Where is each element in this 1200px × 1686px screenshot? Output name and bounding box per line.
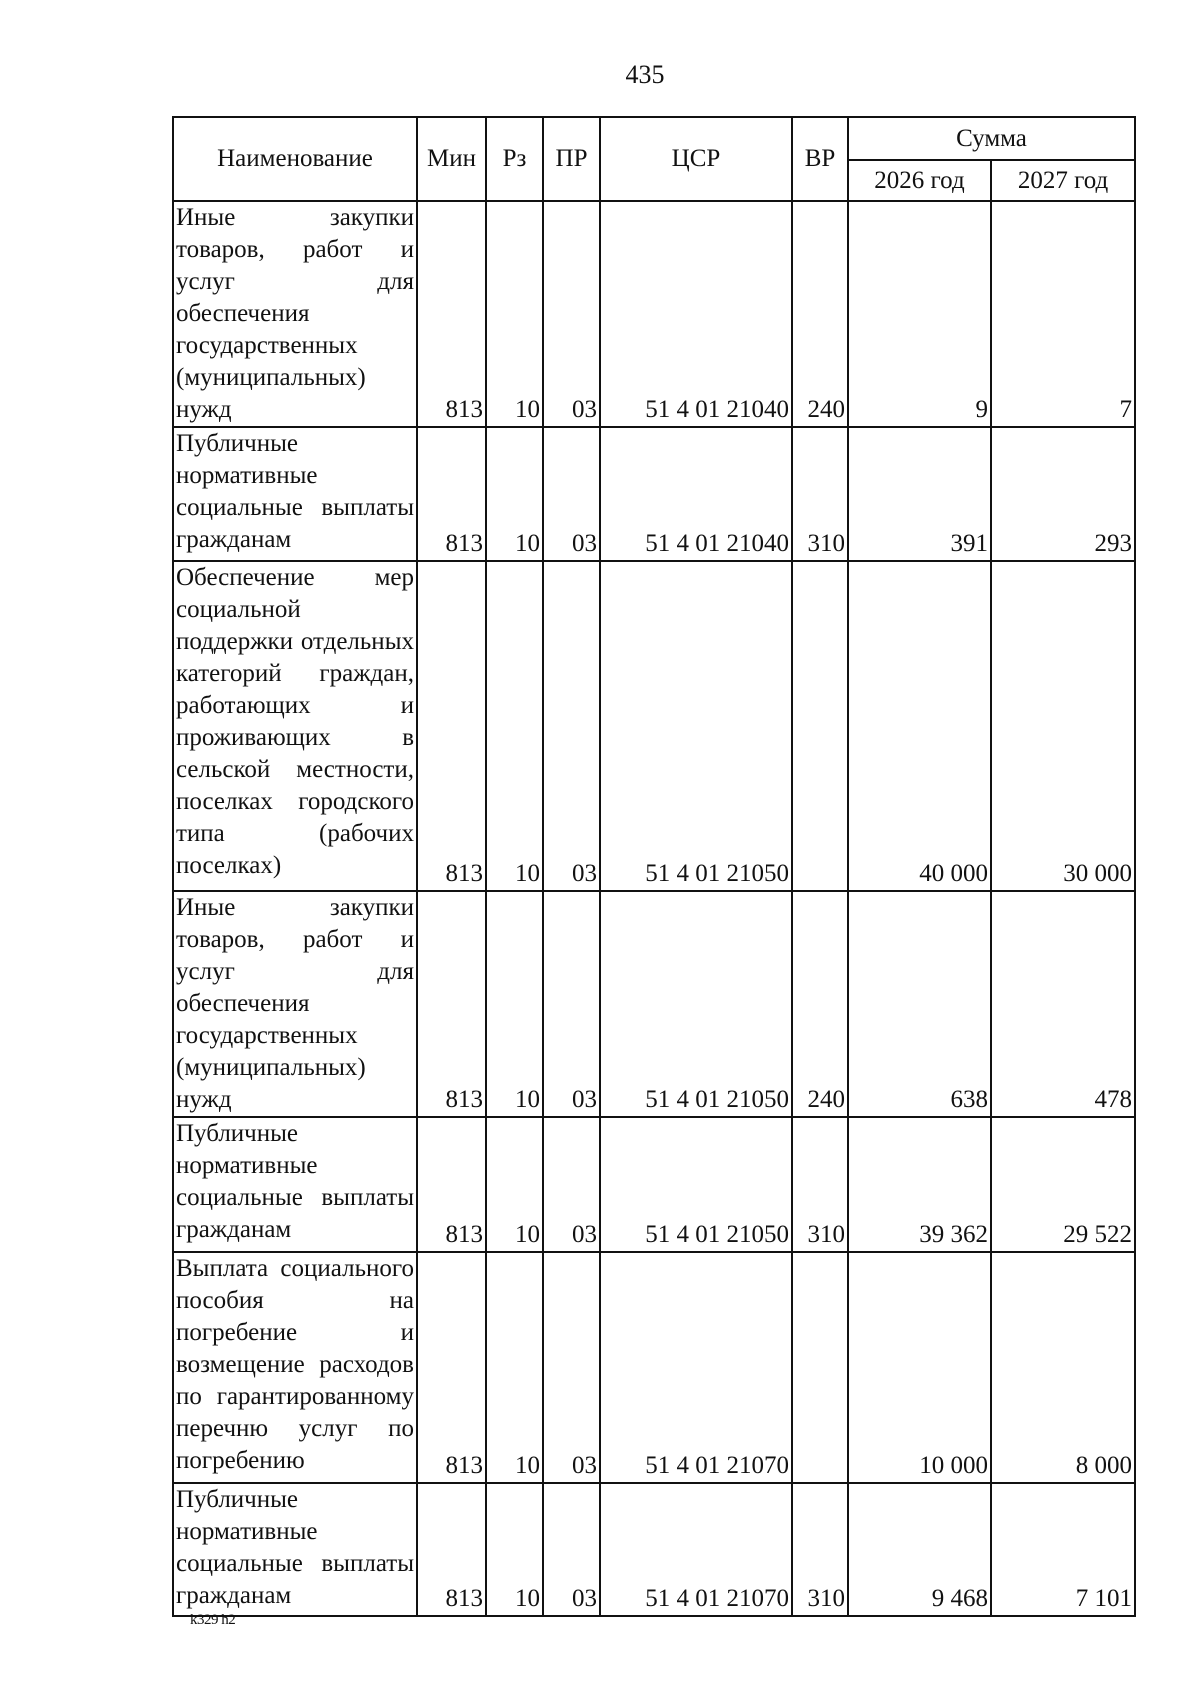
row-pr: 03 [543,1117,600,1252]
row-min: 813 [417,201,486,427]
row-rz: 10 [486,1483,543,1616]
row-vr [792,561,848,891]
header-name: Наименование [173,117,417,201]
header-vr: ВР [792,117,848,201]
row-sum-2026: 39 362 [848,1117,991,1252]
row-pr: 03 [543,891,600,1117]
row-min: 813 [417,427,486,561]
table-row [173,1252,1135,1483]
row-name: Иные закупки товаров, работ и услуг для обеспечения государственных (муниципальных) нужд [173,201,417,427]
row-sum-2026: 9 468 [848,1483,991,1616]
row-min: 813 [417,891,486,1117]
row-vr: 240 [792,201,848,427]
table-row [173,1483,1135,1616]
row-name: Иные закупки товаров, работ и услуг для обеспечения государственных (муниципальных) нужд [173,891,417,1117]
table-row [173,1117,1135,1252]
row-sum-2027: 8 000 [991,1252,1135,1483]
row-csr: 51 4 01 21050 [600,1117,792,1252]
row-csr: 51 4 01 21050 [600,561,792,891]
budget-table [172,116,1136,1617]
row-rz: 10 [486,1252,543,1483]
row-sum-2027: 30 000 [991,561,1135,891]
row-sum-2026: 40 000 [848,561,991,891]
row-min: 813 [417,1483,486,1616]
row-vr: 310 [792,1117,848,1252]
row-sum-2026: 9 [848,201,991,427]
row-sum-2026: 10 000 [848,1252,991,1483]
header-pr: ПР [543,117,600,201]
table-row [173,891,1135,1117]
row-min: 813 [417,1252,486,1483]
row-csr: 51 4 01 21070 [600,1252,792,1483]
row-csr: 51 4 01 21040 [600,201,792,427]
row-rz: 10 [486,201,543,427]
table-body [173,201,1135,1616]
row-rz: 10 [486,1117,543,1252]
table-row [173,427,1135,561]
header-rz: Рз [486,117,543,201]
table-row [173,561,1135,891]
row-vr [792,1252,848,1483]
row-pr: 03 [543,561,600,891]
row-pr: 03 [543,1483,600,1616]
row-vr: 240 [792,891,848,1117]
table-row [173,201,1135,427]
page-number: 435 [625,60,665,89]
row-pr: 03 [543,1252,600,1483]
row-name: Публичные нормативные социальные выплаты гражданам [173,1483,417,1616]
row-name: Обеспечение мер социальной поддержки отдельных категорий граждан, работающих и проживающих в сельской местности, поселках городского типа (рабочих поселках) [173,561,417,891]
row-vr: 310 [792,427,848,561]
header-min: Мин [417,117,486,201]
row-pr: 03 [543,201,600,427]
row-sum-2027: 293 [991,427,1135,561]
row-min: 813 [417,1117,486,1252]
row-min: 813 [417,561,486,891]
row-name: Публичные нормативные социальные выплаты гражданам [173,427,417,561]
row-sum-2026: 391 [848,427,991,561]
row-rz: 10 [486,427,543,561]
row-rz: 10 [486,561,543,891]
row-sum-2027: 7 [991,201,1135,427]
row-sum-2027: 478 [991,891,1135,1117]
header-year-2026: 2026 год [848,160,991,201]
row-sum-2027: 29 522 [991,1117,1135,1252]
row-name: Выплата социального пособия на погребение и возмещение расходов по гарантированному перечню услуг по погребению [173,1252,417,1483]
row-csr: 51 4 01 21040 [600,427,792,561]
row-csr: 51 4 01 21070 [600,1483,792,1616]
row-sum-2026: 638 [848,891,991,1117]
row-sum-2027: 7 101 [991,1483,1135,1616]
row-rz: 10 [486,891,543,1117]
row-pr: 03 [543,427,600,561]
row-vr: 310 [792,1483,848,1616]
row-csr: 51 4 01 21050 [600,891,792,1117]
footer-code: k329 h2 [190,1612,236,1628]
row-name: Публичные нормативные социальные выплаты гражданам [173,1117,417,1252]
table-header [173,117,1135,201]
header-sum: Сумма [848,117,1135,160]
header-year-2027: 2027 год [991,160,1135,201]
header-csr: ЦСР [600,117,792,201]
